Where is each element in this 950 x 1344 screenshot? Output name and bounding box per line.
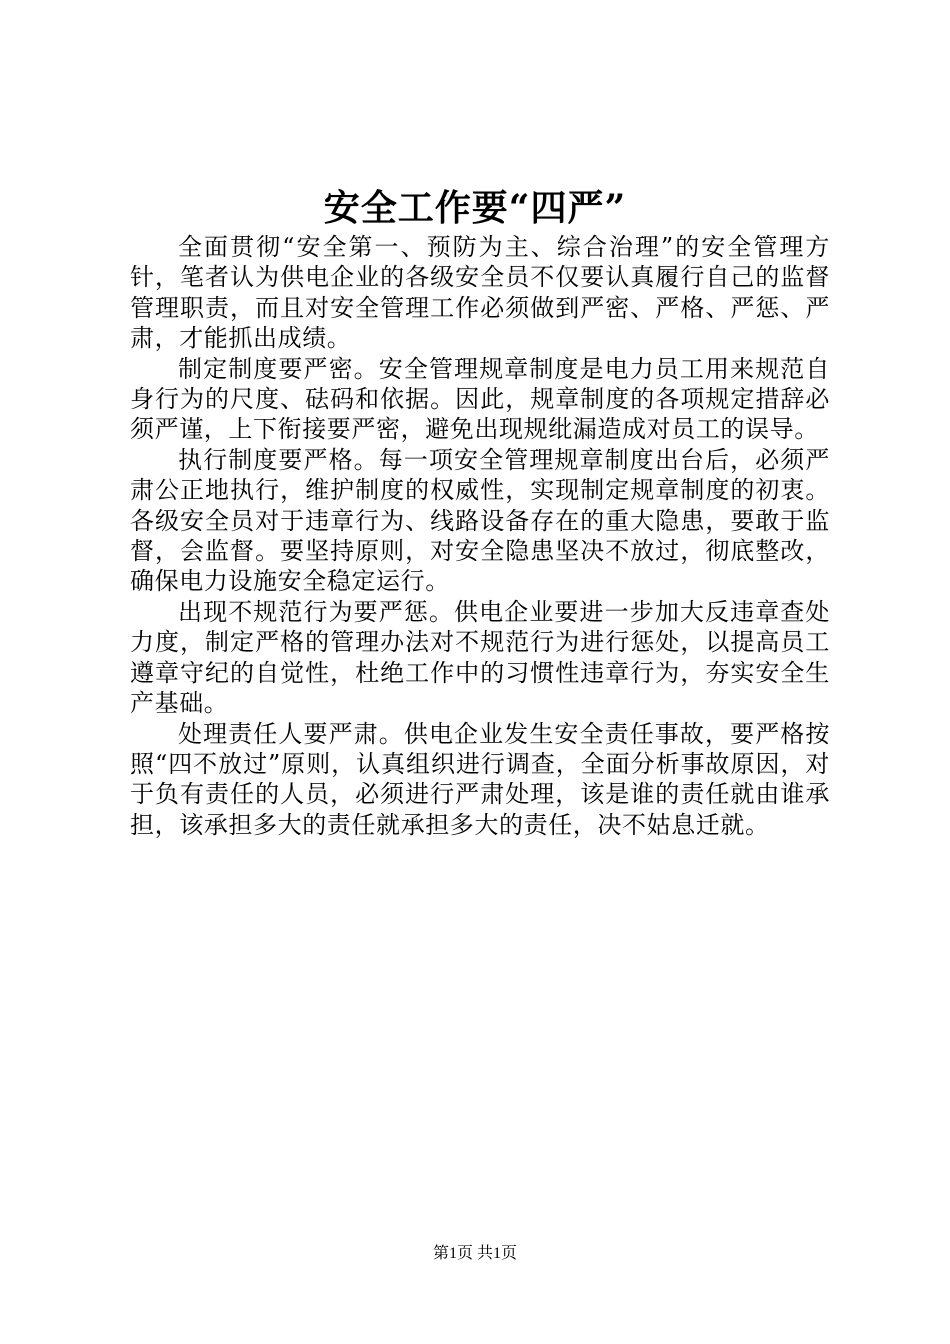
paragraph-strict-handling: 处理责任人要严肃。供电企业发生安全责任事故，要严格按照“四不放过”原则，认真组织进行调查，全面分析事故原因，对于负有责任的人员，必须进行严肃处理，该是谁的责任就由谁承担，该承担多大的责任就承担多大的责任，决不姑息迁就。 xyxy=(130,719,830,839)
paragraph-strict-punishment: 出现不规范行为要严惩。供电企业要进一步加大反违章查处力度，制定严格的管理办法对不规范行为进行惩处，以提高员工遵章守纪的自觉性，杜绝工作中的习惯性违章行为，夯实安全生产基础。 xyxy=(130,597,830,718)
document-title: 安全工作要“四严” xyxy=(323,187,627,229)
paragraph-intro: 全面贯彻“安全第一、预防为主、综合治理”的安全管理方针，笔者认为供电企业的各级安全员不仅要认真履行自己的监督管理职责，而且对安全管理工作必须做到严密、严格、严惩、严肃，才能抓出成绩。 xyxy=(130,233,830,353)
page-number-footer: 第1页 共1页 xyxy=(432,1245,517,1262)
paragraph-strict-formulation: 制定制度要严密。安全管理规章制度是电力员工用来规范自身行为的尺度、砝码和依据。因此，规章制度的各项规定措辞必须严谨，上下衔接要严密，避免出现规纰漏造成对员工的误导。 xyxy=(130,354,830,444)
paragraph-strict-execution: 执行制度要严格。每一项安全管理规章制度出台后，必须严肃公正地执行，维护制度的权威性，实现制定规章制度的初衷。各级安全员对于违章行为、线路设备存在的重大隐患，要敢于监督，会监督。要坚持原则，对安全隐患坚决不放过，彻底整改，确保电力设施安全稳定运行。 xyxy=(130,445,830,596)
document-body xyxy=(130,232,830,840)
